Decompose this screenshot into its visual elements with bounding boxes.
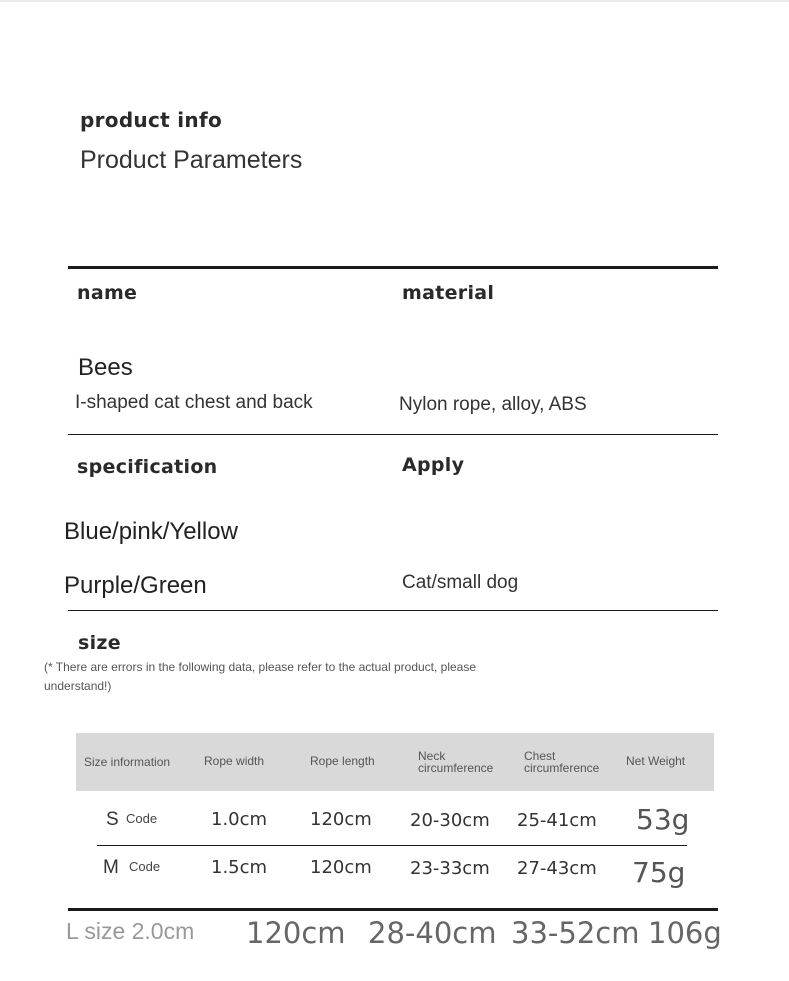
page-title: Product Parameters	[80, 146, 303, 174]
size-letter: M	[103, 857, 119, 878]
col-header-size: Size information	[84, 755, 171, 769]
table-cell-weight: 75g	[632, 856, 686, 889]
top-border	[0, 0, 789, 2]
code-label: Code	[129, 859, 161, 874]
divider	[68, 434, 718, 435]
size-table-header	[76, 733, 714, 791]
col-header-rope-length: Rope length	[310, 754, 375, 768]
subtitle: product info	[80, 108, 222, 132]
col-header-neck: Neck circumference	[418, 749, 494, 775]
table-cell: 120cm	[310, 809, 372, 830]
code-label: Code	[126, 811, 158, 826]
thick-divider	[68, 266, 718, 269]
name-value-line1: Bees	[78, 354, 133, 381]
name-value-line2: I-shaped cat chest and back	[75, 392, 313, 413]
divider	[68, 610, 718, 611]
table-cell-weight: 106g	[648, 916, 722, 950]
table-cell: 120cm	[246, 916, 346, 950]
table-cell: 33-52cm	[511, 916, 640, 950]
table-cell: 1.5cm	[211, 857, 268, 878]
table-cell: 1.0cm	[211, 809, 268, 830]
table-cell-weight: 53g	[636, 803, 690, 836]
table-cell: 25-41cm	[517, 810, 597, 831]
apply-value: Cat/small dog	[402, 572, 519, 593]
size-letter: S	[106, 809, 119, 830]
table-cell: 20-30cm	[410, 810, 490, 831]
size-l-label: L size 2.0cm	[66, 918, 195, 944]
table-cell: 23-33cm	[410, 858, 490, 879]
material-label: material	[402, 282, 495, 304]
size-note: (* There are errors in the following data, please refer to the actual product, please understand!)	[44, 660, 477, 693]
col-header-rope-width: Rope width	[204, 754, 265, 768]
spec-value-line1: Blue/pink/Yellow	[64, 518, 238, 545]
spec-value-line2: Purple/Green	[64, 572, 207, 599]
col-header-chest: Chest circumference	[524, 749, 600, 775]
name-label: name	[77, 282, 138, 304]
specification-label: specification	[77, 456, 218, 478]
table-cell: 27-43cm	[517, 858, 597, 879]
table-cell: 28-40cm	[368, 916, 497, 950]
apply-label: Apply	[402, 454, 465, 476]
thick-divider	[68, 908, 718, 911]
material-value: Nylon rope, alloy, ABS	[399, 394, 587, 415]
col-header-weight: Net Weight	[626, 754, 686, 768]
table-cell: 120cm	[310, 857, 372, 878]
size-label: size	[78, 632, 121, 654]
divider	[97, 845, 687, 846]
